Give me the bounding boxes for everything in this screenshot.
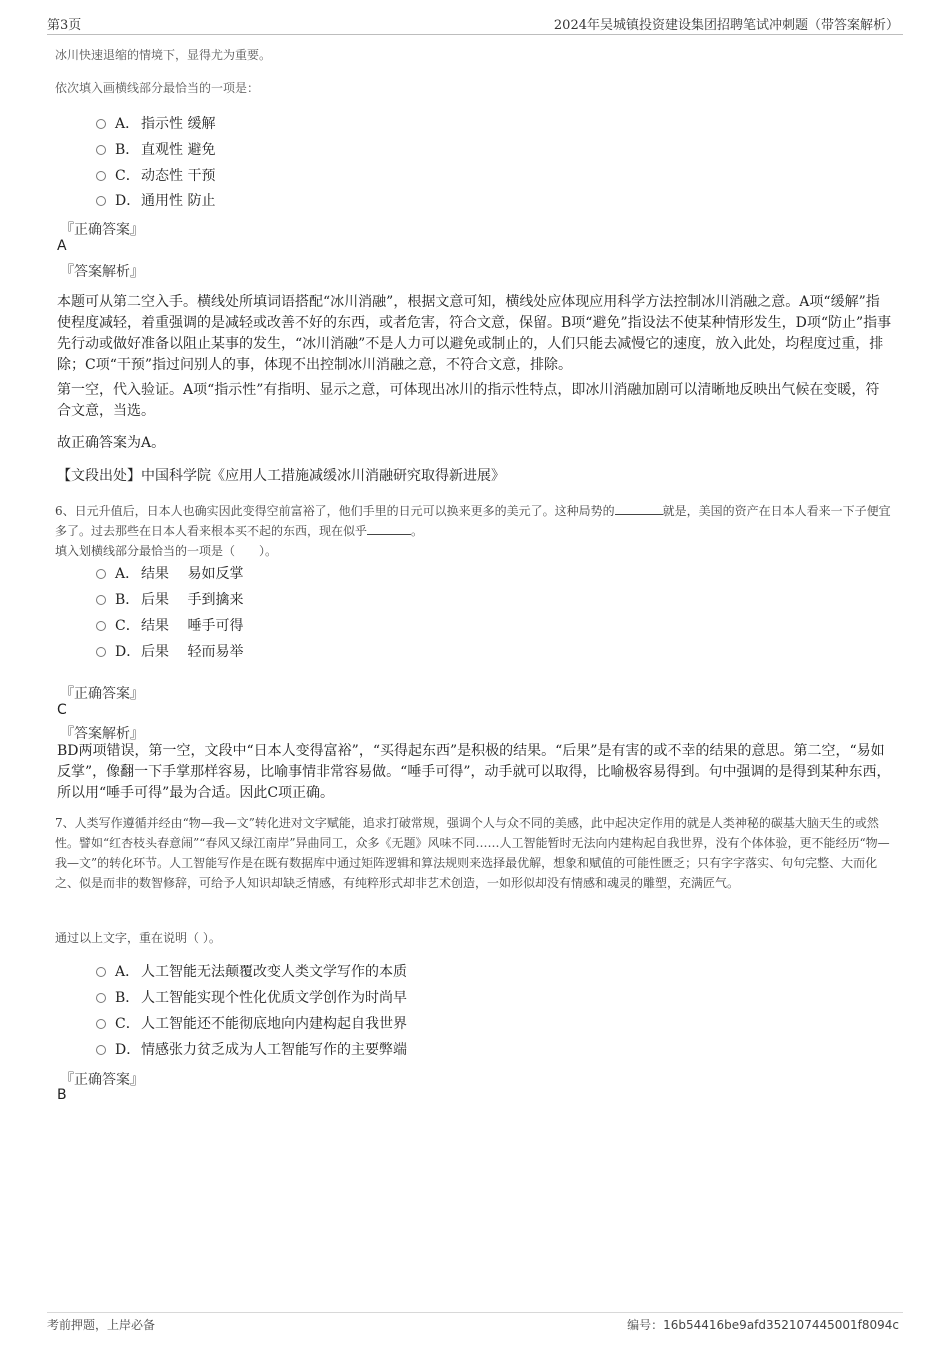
option-text: 直观性 避免 [141, 142, 216, 158]
correct-answer-label: 『正确答案』 [60, 222, 144, 238]
question-stem: 6、日元升值后，日本人也确实因此变得空前富裕了，他们手里的日元可以换来更多的美元了。这种局势的 就是，美国的资产在日本人看来一下子便宜多了。过去那些在日本人看来根本买不起的东西，现在似乎 。 [55, 504, 891, 538]
correct-answer: A [57, 238, 67, 254]
option-text: 指示性 缓解 [141, 116, 216, 132]
page-header [47, 14, 903, 35]
question-stem: 7、人类写作遵循并经由“物—我—文”转化进对文字赋能，追求打破常规，强调个人与众不同的美感，此中起决定作用的就是人类神秘的碳基大脑天生的或然性。譬如“红杏枝头春意闹”“春风又绿江南岸”异曲同工，众多《无题》风味不同……人工智能暂时无法向内建构起自我世界，没有个体体验，更不能经历“物—我—文”的转化环节。人工智能写作是在既有数据库中通过矩阵逻辑和算法规则来选择最优解，想象和赋值的可能性匮乏；只有字字落实、句句完整、大而化之、似是而非的数智修辞，可给予人知识却缺乏情感，有纯粹形式却非艺术创造，一如形似却没有情感和魂灵的雕塑，充满匠气。 [55, 816, 890, 890]
option-c[interactable]: C．人工智能还不能彻底地向内建构起自我世界 [96, 1013, 407, 1035]
option-b[interactable]: B． 后果 手到擒来 [96, 589, 243, 611]
radio-icon[interactable] [96, 967, 106, 977]
radio-icon[interactable] [96, 196, 106, 206]
option-c[interactable]: C．结果 唾手可得 [96, 615, 243, 637]
analysis-paragraph: BD两项错误，第一空，文段中“日本人变得富裕”，“买得起东西”是积极的结果。“后果”是有害的或不幸的结果的意思。第二空，“易如反掌”，像翻一下手掌那样容易，比喻事情非常容易做。“唾手可得”，动手就可以取得，比喻极容易得到。句中强调的是得到某种东西，所以用“唾手可得”最为合适。因此C项正确。 [57, 743, 891, 801]
analysis-paragraph: 第一空，代入验证。A项“指示性”有指明、显示之意，可体现出冰川的指示性特点，即冰川消融加剧可以清晰地反映出气候在变暖，符合文意，当选。 [57, 382, 880, 419]
option-text: 结果 唾手可得 [141, 618, 244, 634]
radio-icon[interactable] [96, 1019, 106, 1029]
correct-answer-label: 『正确答案』 [60, 686, 144, 702]
option-text: 后果 轻而易举 [141, 644, 244, 660]
document-title: 2024年吴城镇投资建设集团招聘笔试冲刺题（带答案解析） [553, 18, 899, 33]
page-number: 第3页 [47, 18, 82, 33]
radio-icon[interactable] [96, 1045, 106, 1055]
question-prompt: 通过以上文字，重在说明（ ）。 [55, 931, 221, 945]
option-text: 情感张力贫乏成为人工智能写作的主要弊端 [141, 1042, 407, 1058]
correct-answer: C [57, 702, 67, 718]
analysis-paragraph: 本题可从第二空入手。横线处所填词语搭配“冰川消融”，根据文意可知，横线处应体现应用科学方法控制冰川消融之意。A项“缓解”指使程度减轻，着重强调的是减轻或改善不好的东西，或者危害，符合文意，保留。B项“避免”指设法不使某种情形发生，D项“防止”指事先行动或做好准备以阻止某事的发生，“冰川消融”不是人力可以避免或制止的，人们只能去减慢它的速度，放入此处，均程度过重，排除；C项“干预”指过问别人的事，体现不出控制冰川消融之意，不符合文意，排除。 [57, 294, 892, 373]
question-prompt: 填入划横线部分最恰当的一项是（ ）。 [55, 544, 278, 558]
footer-slogan: 考前押题，上岸必备 [47, 1318, 156, 1332]
question-prompt: 依次填入画横线部分最恰当的一项是： [55, 81, 260, 95]
analysis-label: 『答案解析』 [60, 264, 144, 280]
option-text: 结果 易如反掌 [141, 566, 244, 582]
option-text: 人工智能还不能彻底地向内建构起自我世界 [141, 1016, 407, 1032]
page-footer [47, 1312, 903, 1337]
option-b[interactable]: B． 人工智能实现个性化优质文学创作为时尚早 [96, 987, 407, 1009]
option-text: 通用性 防止 [141, 193, 216, 209]
radio-icon[interactable] [96, 595, 106, 605]
option-text: 后果 手到擒来 [141, 592, 244, 608]
fill-blank [615, 502, 663, 515]
option-text: 人工智能无法颠覆改变人类文学写作的本质 [141, 964, 407, 980]
option-d[interactable]: D．情感张力贫乏成为人工智能写作的主要弊端 [96, 1039, 407, 1061]
correct-answer-label: 『正确答案』 [60, 1072, 144, 1088]
option-c[interactable]: C．动态性 干预 [96, 165, 215, 187]
fill-blank [367, 522, 411, 535]
analysis-label: 『答案解析』 [60, 726, 144, 742]
radio-icon[interactable] [96, 647, 106, 657]
option-text: 人工智能实现个性化优质文学创作为时尚早 [141, 990, 407, 1006]
source-citation: 【文段出处】中国科学院《应用人工措施减缓冰川消融研究取得新进展》 [57, 468, 505, 484]
radio-icon[interactable] [96, 569, 106, 579]
option-text: 动态性 干预 [141, 168, 216, 184]
document-id: 编号：16b54416be9afd352107445001f8094c [627, 1318, 899, 1332]
radio-icon[interactable] [96, 993, 106, 1003]
radio-icon[interactable] [96, 145, 106, 155]
radio-icon[interactable] [96, 621, 106, 631]
option-a[interactable]: A． 结果 易如反掌 [96, 563, 243, 585]
option-a[interactable]: A． 人工智能无法颠覆改变人类文学写作的本质 [96, 961, 407, 983]
option-d[interactable]: D．通用性 防止 [96, 190, 215, 212]
radio-icon[interactable] [96, 119, 106, 129]
option-a[interactable]: A． 指示性 缓解 [96, 113, 215, 135]
correct-answer: B [57, 1087, 67, 1103]
option-b[interactable]: B． 直观性 避免 [96, 139, 215, 161]
radio-icon[interactable] [96, 171, 106, 181]
question-continuation: 冰川快速退缩的情境下，显得尤为重要。 [55, 48, 272, 62]
option-d[interactable]: D．后果 轻而易举 [96, 641, 243, 663]
analysis-conclusion: 故正确答案为A。 [57, 435, 166, 451]
